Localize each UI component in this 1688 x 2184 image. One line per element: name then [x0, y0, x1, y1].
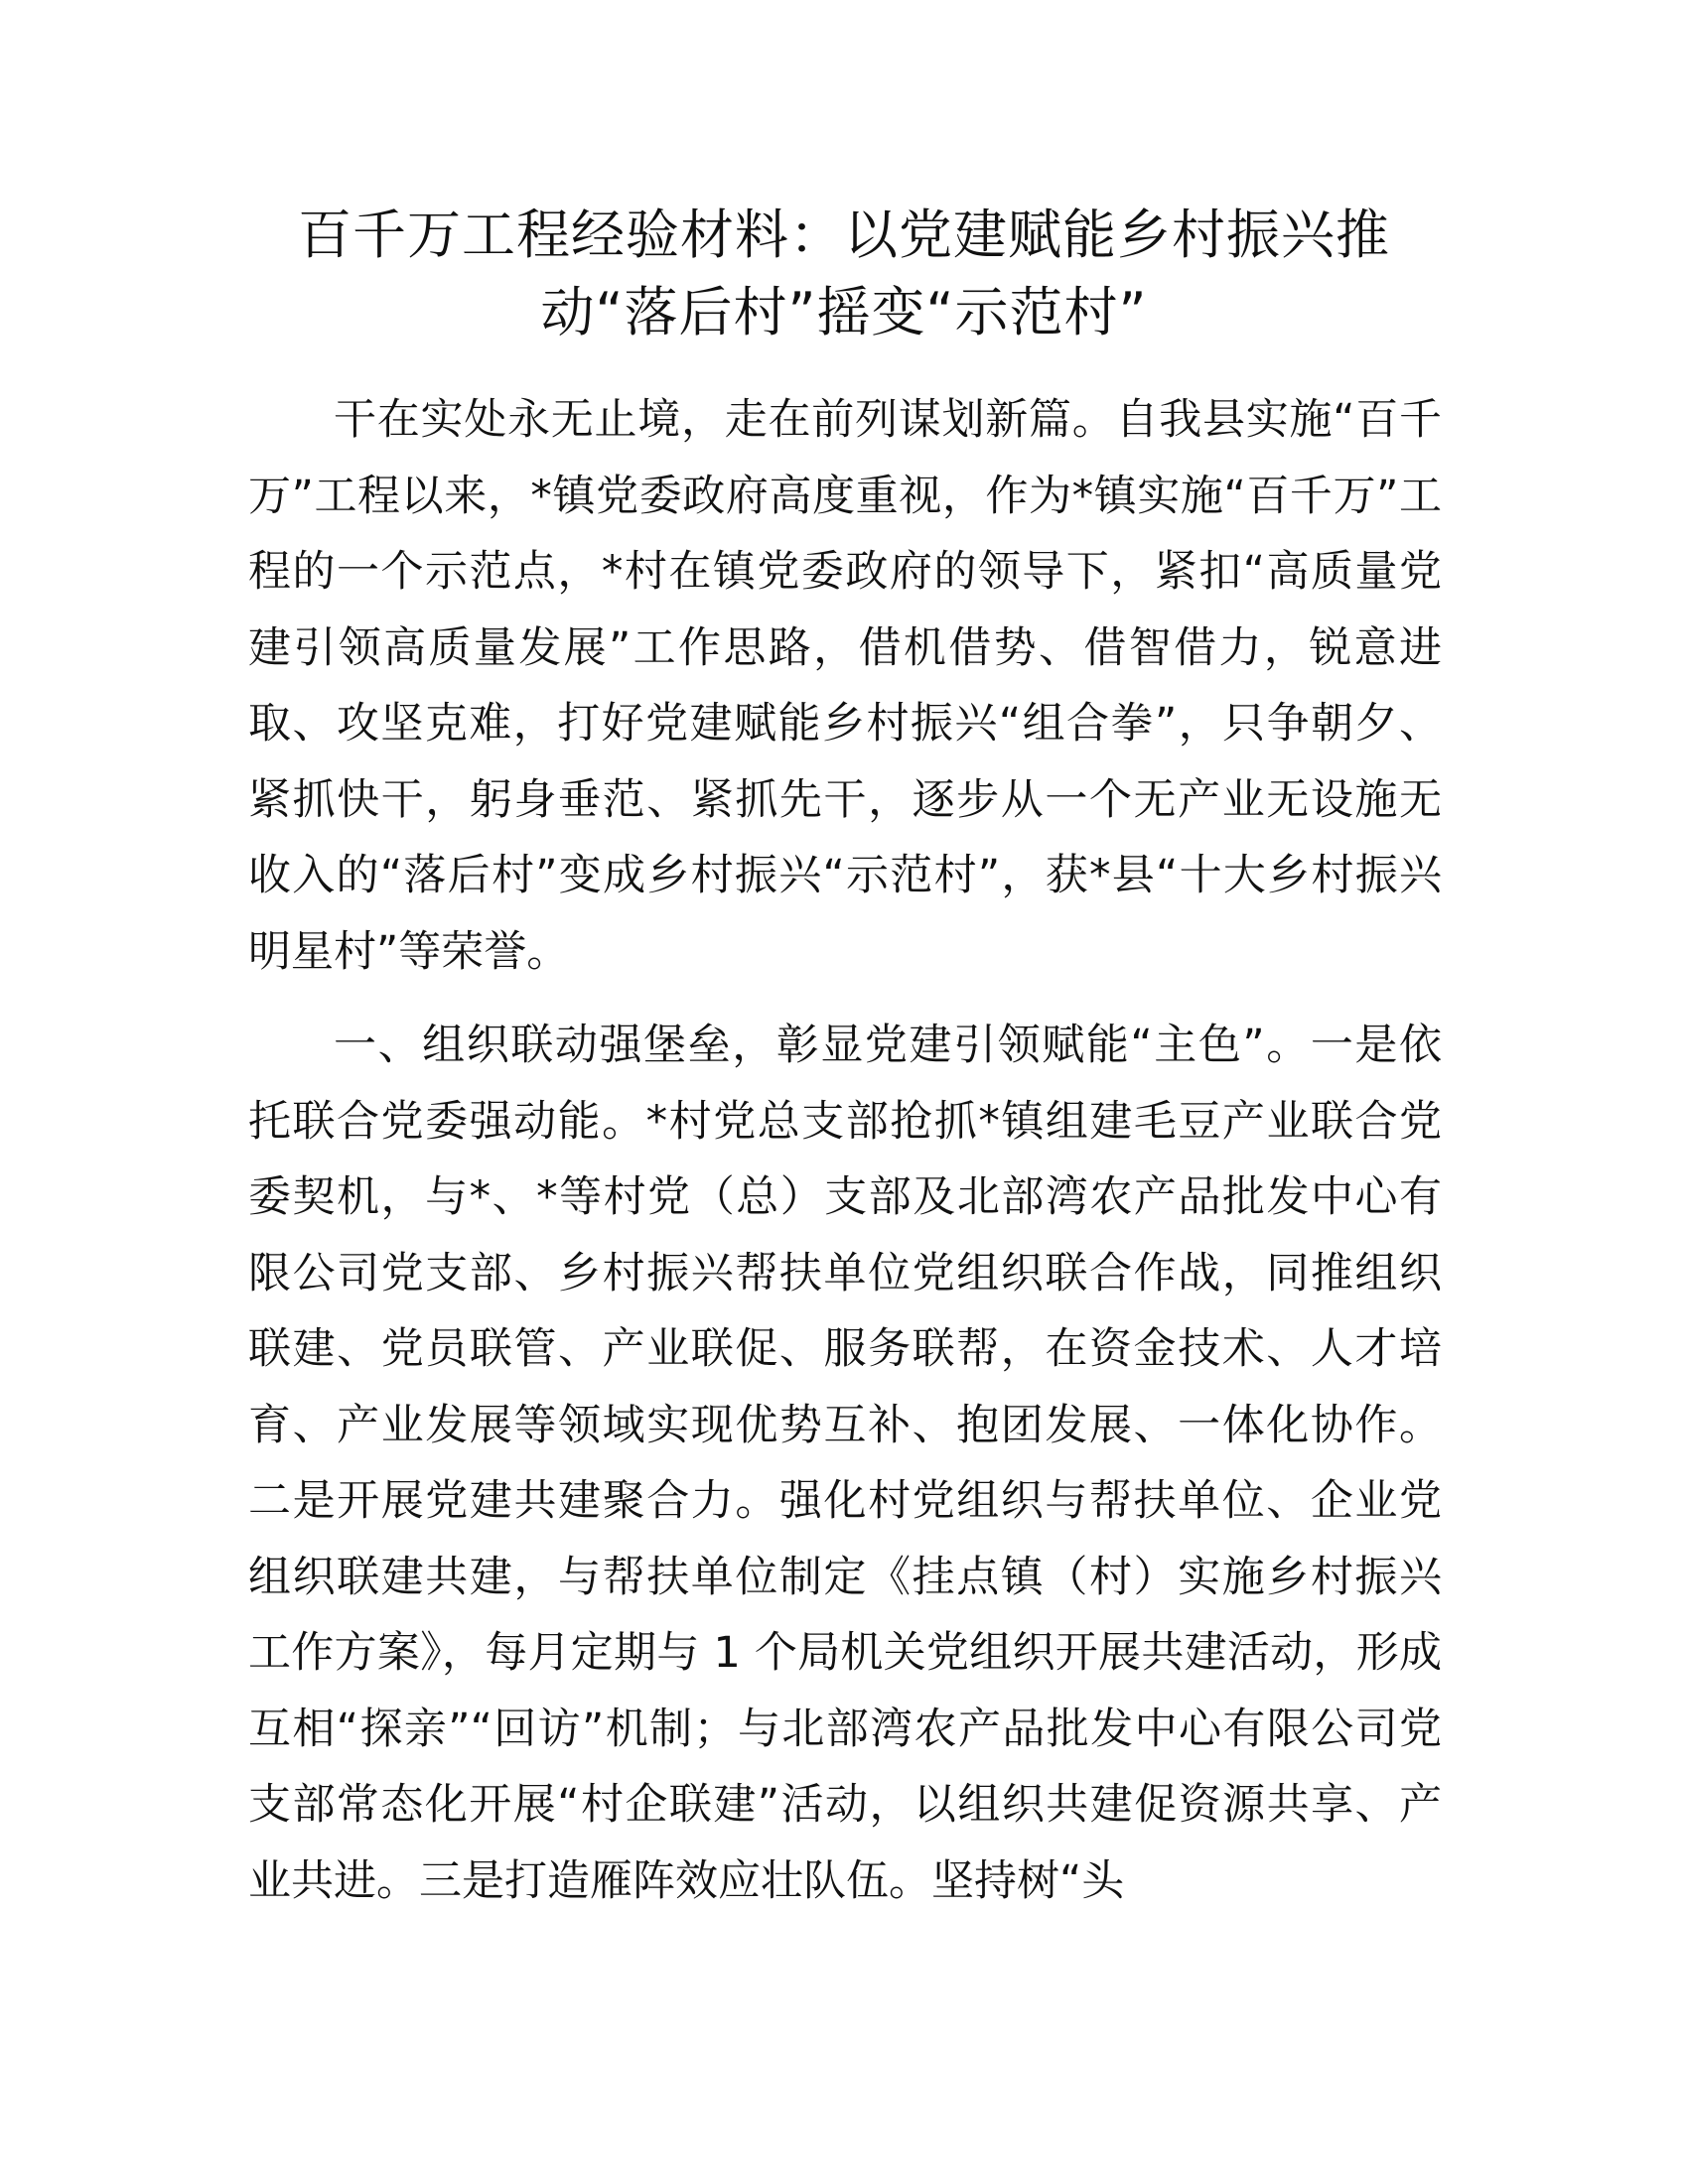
document-title: 百千万工程经验材料：以党建赋能乡村振兴推动“落后村”摇变“示范村” [298, 204, 1390, 343]
paragraph-section-one: 一、组织联动强堡垒，彰显党建引领赋能“主色”。一是依托联合党委强动能。*村党总支部抢抓*镇组建毛豆产业联合党委契机，与*、*等村党（总）支部及北部湾农产品批发中心有限公司党支部、乡村振兴帮扶单位党组织联合作战，同推组织联建、党员联管、产业联促、服务联帮，在资金技术、人才培育、产业发展等领域实现优势互补、抱团发展、一体化协作。二是开展党建共建聚合力。强化村党组织与帮扶单位、企业党组织联建共建，与帮扶单位制定《挂点镇（村）实施乡村振兴工作方案》，每月定期与 1 个局机关党组织开展共建活动，形成互相“探亲”“回访”机制；与北部湾农产品批发中心有限公司党支部常态化开展“村企联建”活动，以组织共建促资源共享、产业共进。三是打造雁阵效应壮队伍。坚持树“头 [248, 1021, 1442, 1906]
document-body [248, 382, 1442, 1919]
paragraph-intro: 干在实处永无止境，走在前列谋划新篇。自我县实施“百千万”工程以来，*镇党委政府高度重视，作为*镇实施“百千万”工程的一个示范点，*村在镇党委政府的领导下，紧扣“高质量党建引领高质量发展”工作思路，借机借势、借智借力，锐意进取、攻坚克难，打好党建赋能乡村振兴“组合拳”，只争朝夕、紧抓快干，躬身垂范、紧抓先干，逐步从一个无产业无设施无收入的“落后村”变成乡村振兴“示范村”，获*县“十大乡村振兴明星村”等荣誉。 [248, 395, 1442, 977]
